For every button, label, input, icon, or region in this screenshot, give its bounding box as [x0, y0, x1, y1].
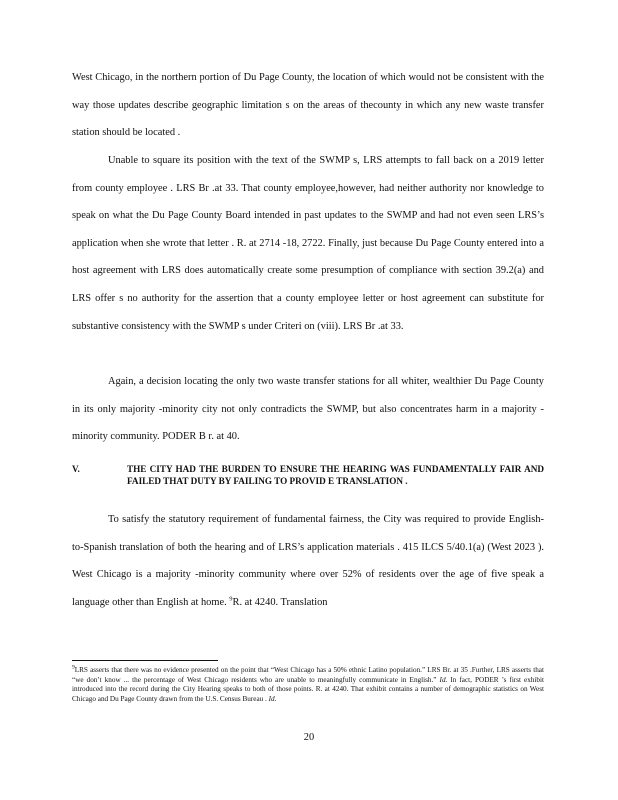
body-paragraph-4: [72, 506, 544, 616]
footnote-citation: Id.: [439, 675, 448, 684]
paragraph-text: To satisfy the statutory requirement of fundamental fairness, the City was required to provide English- to-Spanish translation of both the hearing and of LRS’s application materials . 415 ILCS 5/40.1(a) (West 2023 ). West Chicago is a majority -minority community where over 52% of residents over the age of five speak a language other than English at home.: [72, 514, 544, 608]
footnote-text-continued: In fact, PODER ’s first exhibit introduced into the record during the City Hearing speaks to both of those points. R. at 4240. That exhibit contains a number of demographic statistics on West Chicago and Du Page County drawn from the U.S. Census Bureau .: [72, 675, 545, 703]
section-number: V.: [72, 464, 80, 474]
footnote: [72, 666, 544, 704]
footnote-separator: [72, 660, 218, 661]
body-paragraph-2: Unable to square its position with the text of the SWMP s, LRS attempts to fall back on a 2019 letter from county employee . LRS Br .at 33. That county employee,however, had neither authority nor knowledge to speak on what the Du Page County Board intended in past updates to the SWMP and had not even seen LRS’s application when she wrote that letter . R. at 2714 -18, 2722. Finally, just because Du Page County entered into a host agreement with LRS does automatically create some presumption of compliance with section 39.2(a) and LRS offer s no authority for the assertion that a county employee letter or host agreement can substitute for substantive consistency with the SWMP s under Criteri on (viii). LRS Br .at 33.: [72, 155, 544, 332]
footnote-text: LRS asserts that there was no evidence presented on the point that “West Chicago has a 50% ethnic Latino population.” LRS Br. at 35 .Further, LRS asserts that “we don’t know ... the percentage of West Chicago residents who are unable to meaningfully communicate in English.”: [72, 666, 544, 684]
body-paragraph-1: West Chicago, in the northern portion of Du Page County, the location of which would not be consistent with the way those updates describe geographic limitation s on the areas of thecounty in which any new waste transfer station should be located .: [72, 72, 544, 139]
page-number: 20: [303, 732, 315, 743]
paragraph-text-continued: R. at 4240. Translation: [232, 596, 328, 608]
section-title: THE CITY HAD THE BURDEN TO ENSURE THE HEARING WAS FUNDAMENTALLY FAIR AND FAILED THAT DUTY BY FAILING TO PROVID E TRANSLATION .: [127, 464, 544, 486]
body-paragraph-3: Again, a decision locating the only two waste transfer stations for all whiter, wealthier Du Page County in its only majority -minority city not only contradicts the SWMP, but also concentrates harm in a majority -minority community. PODER B r. at 40.: [72, 376, 544, 443]
footnote-citation-end: Id.: [268, 694, 277, 703]
footnote-reference: 9: [229, 595, 233, 603]
footnote-marker: 9: [72, 664, 75, 671]
section-heading: [72, 464, 544, 487]
